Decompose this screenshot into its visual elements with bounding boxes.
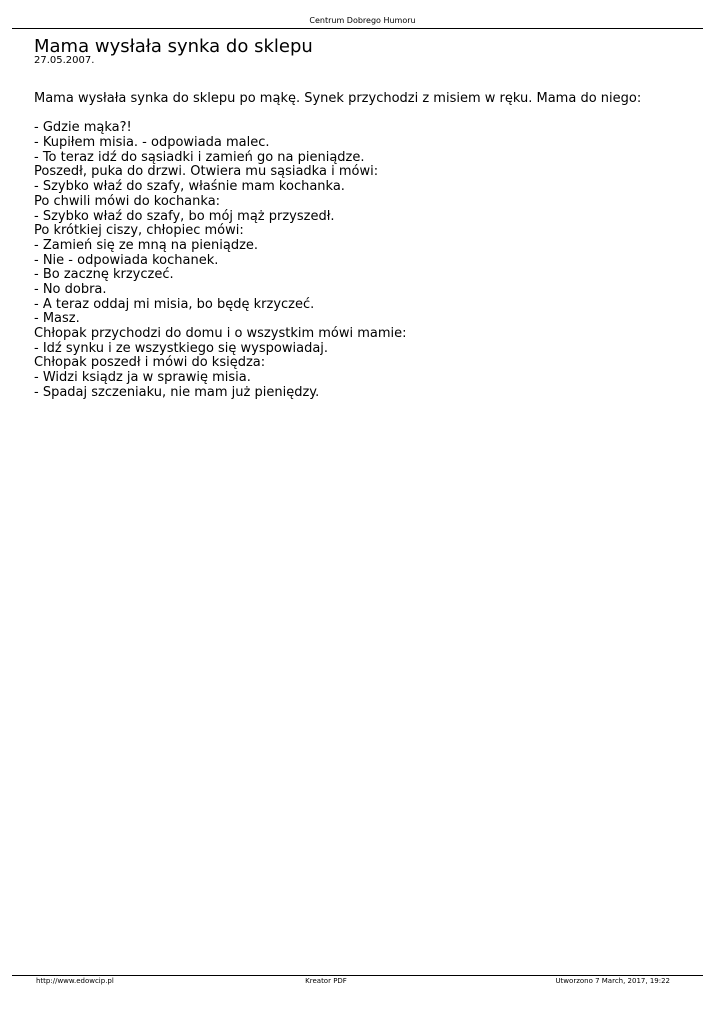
body-line: - Szybko właź do szafy, właśnie mam kochanka. — [34, 179, 345, 195]
page-header-site-name: Centrum Dobrego Humoru — [309, 16, 416, 25]
body-line: - Spadaj szczeniaku, nie mam już pieniędzy. — [34, 384, 320, 400]
body-line: Poszedł, puka do drzwi. Otwiera mu sąsiadka i mówi: — [34, 164, 379, 180]
body-line: - Masz. — [34, 311, 80, 327]
article-body — [34, 92, 704, 400]
body-line: Chłopak poszedł i mówi do księdza: — [34, 355, 266, 371]
body-line: - Bo zacznę krzyczeć. — [34, 267, 174, 283]
body-line: - A teraz oddaj mi misia, bo będę krzyczeć. — [34, 296, 315, 312]
body-line: - Gdzie mąka?! — [34, 120, 132, 136]
header-divider — [12, 28, 703, 29]
body-line: Chłopak przychodzi do domu i o wszystkim mówi mamie: — [34, 326, 407, 341]
body-line: - No dobra. — [34, 281, 107, 297]
body-line: - Zamień się ze mną na pieniądze. — [34, 237, 259, 253]
body-line: Mama wysłała synka do sklepu po mąkę. Synek przychodzi z misiem w ręku. Mama do niego: — [34, 91, 642, 106]
footer-created-date: Utworzono 7 March, 2017, 19:22 — [555, 977, 670, 985]
article-date: 27.05.2007. — [34, 55, 95, 66]
footer-url: http://www.edowcip.pl — [36, 977, 114, 985]
body-line-blank — [34, 107, 704, 122]
body-line: - To teraz idź do sąsiadki i zamień go na pieniądze. — [34, 149, 365, 165]
body-line: - Nie - odpowiada kochanek. — [34, 252, 219, 268]
body-line: Po krótkiej ciszy, chłopiec mówi: — [34, 223, 244, 239]
article-title: Mama wysłała synka do sklepu — [34, 36, 313, 57]
footer-divider — [12, 975, 703, 976]
body-line: Po chwili mówi do kochanka: — [34, 193, 221, 209]
footer-generator: Kreator PDF — [305, 977, 347, 985]
body-line: - Szybko właź do szafy, bo mój mąż przyszedł. — [34, 208, 335, 224]
body-line: - Kupiłem misia. - odpowiada malec. — [34, 135, 270, 151]
body-line: - Idź synku i ze wszystkiego się wyspowiadaj. — [34, 340, 329, 356]
body-line: - Widzi ksiądz ja w sprawię misia. — [34, 370, 251, 386]
